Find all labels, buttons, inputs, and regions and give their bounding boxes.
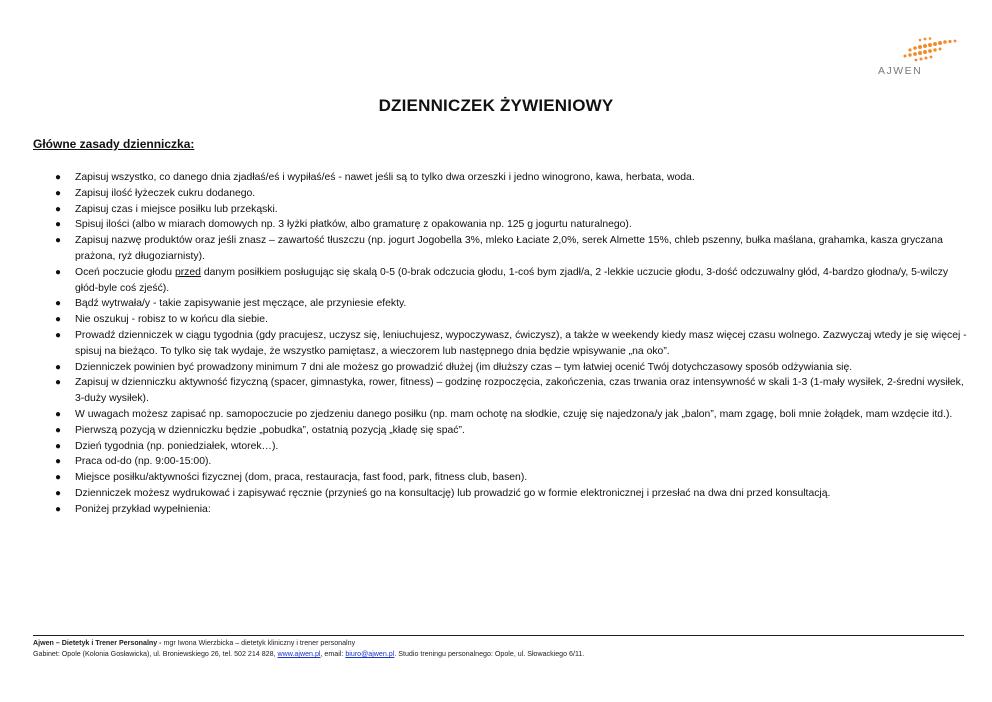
list-item: ● Zapisuj czas i miejsce posiłku lub przekąski. bbox=[55, 202, 970, 218]
list-item: ● Zapisuj w dzienniczku aktywność fizyczną (spacer, gimnastyka, rower, fitness) – godzinę rozpoczęcia, zakończenia, czas trwania oraz intensywność w skali 1-3 (1-mały wysiłek, 2-średni wysiłek, 3-duży wysiłek). bbox=[55, 377, 964, 405]
list-item: ● Prowadź dzienniczek w ciągu tygodnia (gdy pracujesz, uczysz się, leniuchujesz, wypoczywasz, ćwiczysz), a także w weekendy kiedy masz więcej czasu wolnego. Zazwyczaj wtedy je się więcej - spisuj na bieżąco. To tylko się tak wydaje, że wszystko pamiętasz, a wieczorem lub następnego dnia będzie wpisywanie „na oko”. bbox=[55, 329, 967, 357]
list-item: ● Miejsce posiłku/aktywności fizycznej (dom, praca, restauracja, fast food, park, fitness club, basen). bbox=[55, 470, 970, 486]
bullet-icon: ● bbox=[55, 266, 62, 278]
bullet-icon: ● bbox=[55, 408, 62, 420]
bullet-icon: ● bbox=[55, 440, 62, 452]
bullet-icon: ● bbox=[55, 456, 62, 468]
emphasis-before: przed bbox=[174, 266, 201, 278]
bullet-icon: ● bbox=[55, 203, 62, 215]
bullet-icon: ● bbox=[55, 329, 62, 341]
list-item: ● Dzień tygodnia (np. poniedziałek, wtorek…). bbox=[55, 439, 970, 455]
rules-list bbox=[55, 170, 970, 518]
bullet-icon: ● bbox=[55, 298, 62, 310]
bullet-icon: ● bbox=[55, 361, 62, 373]
list-item: ● Zapisuj wszystko, co danego dnia zjadłaś/eś i wypiłaś/eś - nawet jeśli są to tylko dwa orzeszki i jedno winogrono, kawa, herbata, woda. bbox=[55, 170, 970, 186]
list-item: ● Dzienniczek możesz wydrukować i zapisywać ręcznie (przynieś go na konsultację) lub prowadzić go w formie elektronicznej i przesłać na dwa dni przed konsultacją. bbox=[55, 486, 970, 502]
bullet-icon: ● bbox=[55, 487, 62, 499]
bullet-icon: ● bbox=[55, 472, 62, 484]
bullet-icon: ● bbox=[55, 187, 62, 199]
bullet-icon: ● bbox=[55, 377, 62, 389]
ajwen-logo bbox=[872, 36, 962, 80]
list-item: ● Spisuj ilości (albo w miarach domowych np. 3 łyżki płatków, albo gramaturę z opakowania np. 125 g jogurtu naturalnego). bbox=[55, 217, 970, 233]
bullet-icon: ● bbox=[55, 172, 62, 183]
list-item-hunger-scale: ● Oceń poczucie głodu przed danym posiłkiem posługując się skalą 0-5 (0-brak odczucia głodu, 1-coś bym zjadł/a, 2 -lekkie uczucie głodu, 3-dość odczuwalny głód, 4-bardzo głodna/y, 5-wilczy głód-byle coś zjeść). bbox=[55, 266, 949, 294]
list-item: ● W uwagach możesz zapisać np. samopoczucie po zjedzeniu danego posiłku (np. mam ochotę na słodkie, czuję się najedzona/y jak „balon”, mam zgagę, boli mnie żołądek, mam wzdęcie itd.). bbox=[55, 407, 970, 423]
bullet-icon: ● bbox=[55, 503, 62, 515]
list-item: ● Dzienniczek powinien być prowadzony minimum 7 dni ale możesz go prowadzić dłużej (im dłuższy czas – tym łatwiej ocenić Twój dotychczasowy sposób odżywiania się. bbox=[55, 360, 970, 376]
bullet-icon: ● bbox=[55, 235, 62, 247]
bullet-icon: ● bbox=[55, 219, 62, 231]
logo-text: AJWEN bbox=[878, 65, 923, 77]
footer bbox=[33, 638, 584, 660]
list-item: ● Bądź wytrwała/y - takie zapisywanie jest męczące, ale przyniesie efekty. bbox=[55, 296, 970, 312]
document-title: DZIENNICZEK ŻYWIENIOWY bbox=[378, 96, 614, 115]
list-item: ● Zapisuj nazwę produktów oraz jeśli znasz – zawartość tłuszczu (np. jogurt Jogobella 3%, mleko Łaciate 2,0%, serek Almette 15%, chleb pszenny, bułka maślana, grahamka, kasza gryczana prażona, ryż długoziarnisty). bbox=[55, 235, 943, 262]
list-item: ● Praca od-do (np. 9:00-15:00). bbox=[55, 454, 970, 470]
list-item: ● Pierwszą pozycją w dzienniczku będzie „pobudka”, ostatnią pozycją „kładę się spać”. bbox=[55, 423, 970, 439]
footer-divider bbox=[33, 635, 964, 636]
bullet-icon: ● bbox=[55, 314, 62, 326]
footer-company: Ajwen – Dietetyk i Trener Personalny - bbox=[33, 639, 162, 647]
bullet-icon: ● bbox=[55, 424, 62, 436]
footer-line-2: Gabinet: Opole (Kolonia Gosławicka), ul. Broniewskiego 26, tel. 502 214 828, www.ajwen.pl, email: biuro@ajwen.pl. Studio treningu personalnego: Opole, ul. Słowackiego 6/11. bbox=[33, 650, 585, 658]
logo-dots-icon bbox=[872, 36, 962, 66]
website-link[interactable]: www.ajwen.pl bbox=[277, 650, 321, 658]
section-heading: Główne zasady dzienniczka: bbox=[33, 137, 195, 151]
email-link[interactable]: biuro@ajwen.pl bbox=[345, 650, 395, 658]
list-item: ● Zapisuj ilość łyżeczek cukru dodanego. bbox=[55, 186, 970, 202]
footer-line-1: Ajwen – Dietetyk i Trener Personalny - mgr Iwona Wierzbicka – dietetyk kliniczny i trener personalny bbox=[33, 639, 356, 647]
list-item: ● Nie oszukuj - robisz to w końcu dla siebie. bbox=[55, 312, 970, 328]
list-item: ● Poniżej przykład wypełnienia: bbox=[55, 502, 970, 518]
